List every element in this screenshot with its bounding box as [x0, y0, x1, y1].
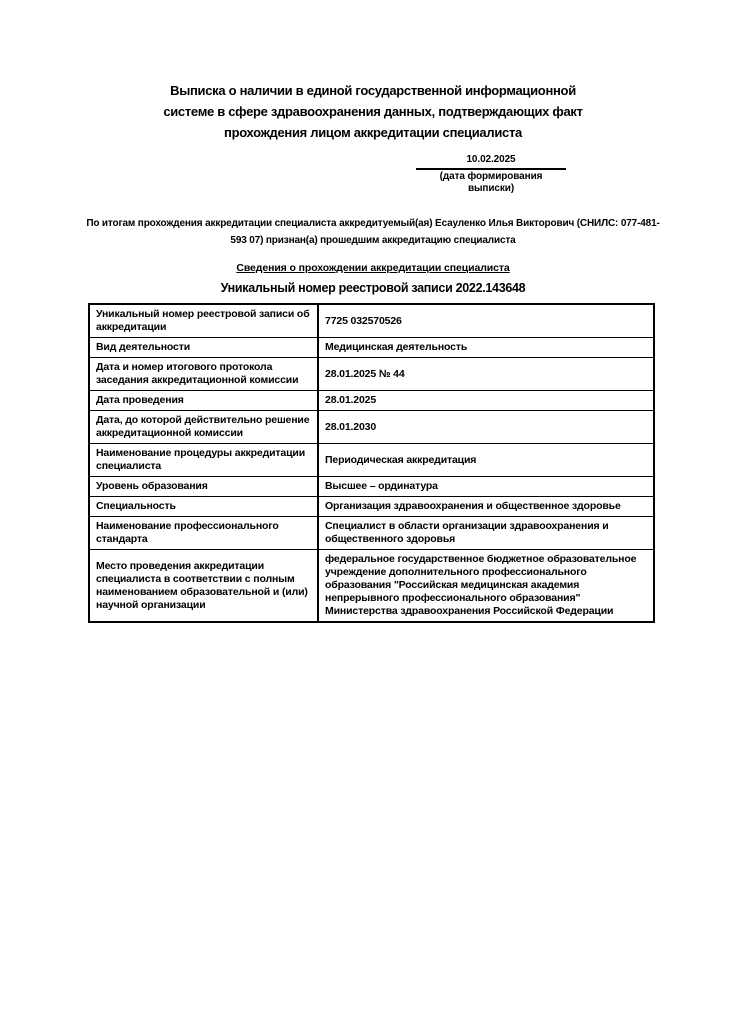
- intro-line: По итогам прохождения аккредитации специалиста аккредитуемый(ая) Есауленко Илья Викторович (СНИЛС: 077-481-: [86, 218, 660, 229]
- table-row: [89, 497, 654, 517]
- table-row: [89, 550, 654, 623]
- extract-date: 10.02.2025: [416, 153, 566, 170]
- field-value-cell: Периодическая аккредитация: [318, 444, 654, 477]
- accreditation-details-table: [88, 303, 655, 623]
- field-label-cell: Дата проведения: [89, 391, 318, 411]
- details-section-heading: Сведения о прохождении аккредитации специалиста: [236, 262, 510, 274]
- field-value-cell: федеральное государственное бюджетное образовательное учреждение дополнительного профессионального образования "Российская медицинская академия непрерывного профессионального образования" Министерства здравоохранения Российской Федерации: [318, 550, 654, 623]
- table-row: [89, 477, 654, 497]
- field-value-cell: 7725 032570526: [318, 304, 654, 338]
- table-row: [89, 517, 654, 550]
- field-label-cell: Уникальный номер реестровой записи об аккредитации: [89, 304, 318, 338]
- extract-date-caption: (дата формирования выписки): [439, 171, 543, 194]
- title-line: системе в сфере здравоохранения данных, подтверждающих факт: [163, 104, 583, 119]
- field-value-cell: 28.01.2030: [318, 411, 654, 444]
- field-label-cell: Дата и номер итогового протокола заседания аккредитационной комиссии: [89, 358, 318, 391]
- table-row: [89, 358, 654, 391]
- table-row: [89, 304, 654, 338]
- title-line: Выписка о наличии в единой государственной информационной: [170, 83, 576, 98]
- intro-line: 593 07) признан(а) прошедшим аккредитацию специалиста: [230, 235, 516, 246]
- intro-paragraph: [0, 215, 746, 249]
- extract-date-block: [416, 153, 566, 195]
- field-label-cell: Наименование процедуры аккредитации специалиста: [89, 444, 318, 477]
- field-value-cell: 28.01.2025 № 44: [318, 358, 654, 391]
- field-label-cell: Вид деятельности: [89, 338, 318, 358]
- table-row: [89, 338, 654, 358]
- table-row: [89, 391, 654, 411]
- document-title: [0, 80, 746, 143]
- title-line: прохождения лицом аккредитации специалиста: [224, 125, 522, 140]
- field-value-cell: Медицинская деятельность: [318, 338, 654, 358]
- field-label-cell: Наименование профессионального стандарта: [89, 517, 318, 550]
- registry-number-heading: Уникальный номер реестровой записи 2022.143648: [220, 281, 526, 295]
- field-value-cell: 28.01.2025: [318, 391, 654, 411]
- table-row: [89, 444, 654, 477]
- table-row: [89, 411, 654, 444]
- field-label-cell: Специальность: [89, 497, 318, 517]
- field-value-cell: Специалист в области организации здравоохранения и общественного здоровья: [318, 517, 654, 550]
- field-label-cell: Уровень образования: [89, 477, 318, 497]
- field-value-cell: Организация здравоохранения и общественное здоровье: [318, 497, 654, 517]
- field-label-cell: Дата, до которой действительно решение аккредитационной комиссии: [89, 411, 318, 444]
- field-label-cell: Место проведения аккредитации специалиста в соответствии с полным наименованием образовательной и (или) научной организации: [89, 550, 318, 623]
- field-value-cell: Высшее – ординатура: [318, 477, 654, 497]
